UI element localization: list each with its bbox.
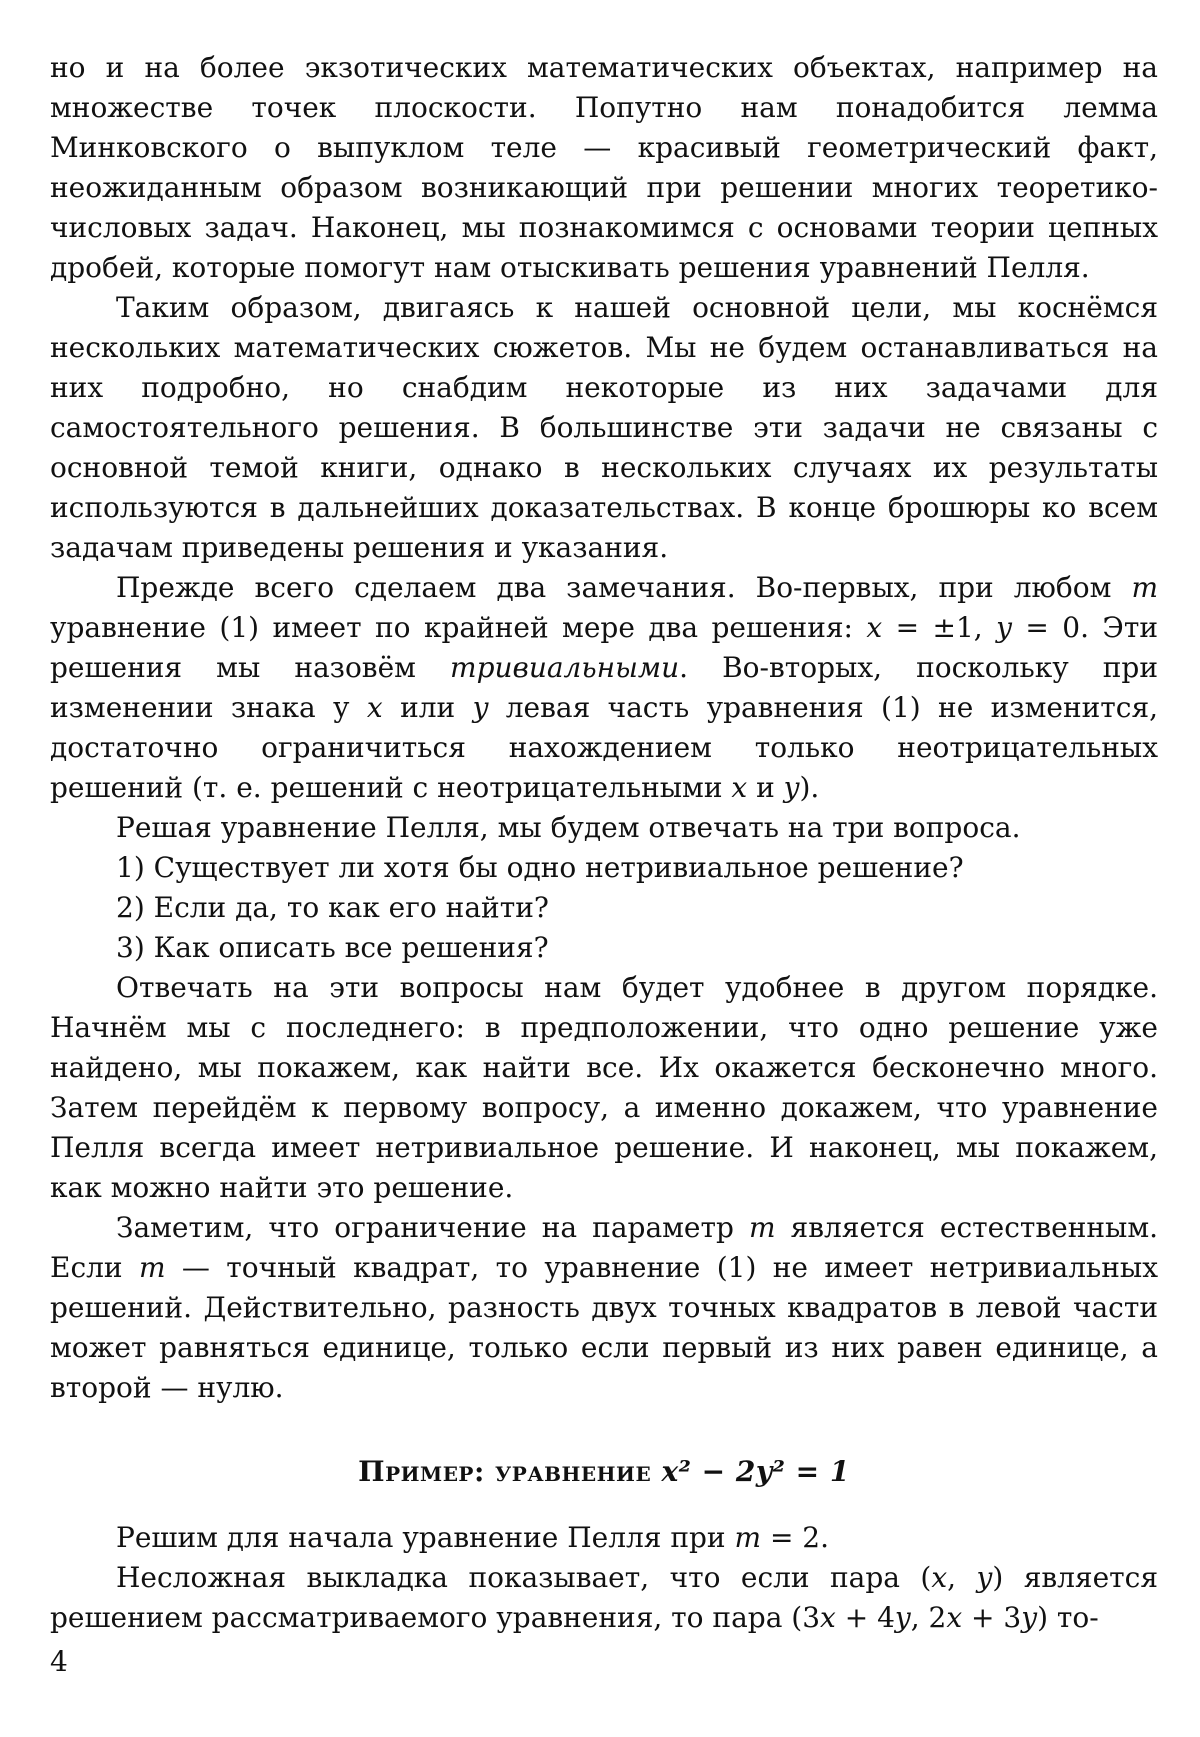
intro-paragraphs <box>50 48 1158 848</box>
discussion-paragraphs <box>50 968 1158 1408</box>
question-item: 1) Существует ли хотя бы одно нетривиальное решение? <box>116 851 964 884</box>
math-fragment: y <box>472 691 489 724</box>
page-body <box>50 48 1158 1638</box>
math-fragment: m <box>1131 571 1158 604</box>
math-fragment: x <box>866 611 883 644</box>
paragraph-p3 <box>50 568 1158 808</box>
math-fragment: y <box>1021 1601 1038 1634</box>
paragraph-p6 <box>50 1208 1158 1408</box>
text-fragment: ). <box>799 771 820 804</box>
text-fragment: является естественным. Если <box>50 1211 1158 1284</box>
section-heading-label: Пример: уравнение <box>358 1455 662 1488</box>
page-number: 4 <box>50 1645 68 1678</box>
math-fragment: x <box>366 691 383 724</box>
example-paragraphs <box>50 1518 1158 1638</box>
text-fragment: Решим для начала уравнение Пелля при <box>116 1521 735 1554</box>
math-fragment: m <box>734 1521 762 1554</box>
math-fragment: y <box>996 611 1012 644</box>
text-fragment: левая часть уравнения (1) не изменится, достаточно ограничиться нахождением только неотрицательных решений (т. е. решений с неотрицательными <box>50 691 1159 804</box>
text-fragment: = ±1, <box>882 611 997 644</box>
text-fragment: + 3 <box>962 1601 1022 1634</box>
paragraph-p4 <box>50 808 1158 848</box>
math-fragment: x <box>931 1561 948 1594</box>
math-fragment: y <box>976 1561 993 1594</box>
text-fragment: Несложная выкладка показывает, что если пара ( <box>116 1561 932 1594</box>
text-fragment: , 2 <box>910 1601 947 1634</box>
math-fragment: y <box>783 771 800 804</box>
math-fragment: m <box>138 1251 166 1284</box>
math-fragment: x <box>820 1601 836 1634</box>
paragraph-p1 <box>50 48 1158 288</box>
text-fragment: ) то- <box>1037 1601 1099 1634</box>
text-fragment: Отвечать на эти вопросы нам будет удобнее в другом порядке. Начнём мы с последнего: в предположении, что одно решение уже найдено, мы покажем, как найти все. Их окажется бесконечно много. Затем перейдём к первому вопросу, а именно докажем, что уравнение Пелля всегда имеет нетривиальное решение. И наконец, мы покажем, как можно найти это решение. <box>50 971 1158 1204</box>
question-item: 3) Как описать все решения? <box>116 931 549 964</box>
paragraph-p2 <box>50 288 1158 568</box>
paragraph-p5 <box>50 968 1158 1208</box>
question-list <box>50 848 1158 968</box>
text-fragment: , <box>947 1561 977 1594</box>
math-fragment: m <box>748 1211 776 1244</box>
text-fragment: уравнение (1) имеет по крайней мере два решения: <box>50 611 867 644</box>
text-fragment: = 0. Эти решения мы назовём <box>50 611 1159 684</box>
text-fragment: Заметим, что ограничение на параметр <box>116 1211 749 1244</box>
math-fragment: x <box>731 771 748 804</box>
paragraph-p7 <box>50 1518 1158 1558</box>
math-fragment: x <box>946 1601 963 1634</box>
section-heading-formula: x² − 2y² = 1 <box>661 1455 850 1488</box>
math-fragment: тривиальными <box>450 651 680 684</box>
question-item: 2) Если да, то как его найти? <box>116 891 549 924</box>
text-fragment: — точный квадрат, то уравнение (1) не имеет нетривиальных решений. Действительно, разность двух точных квадратов в левой части может равняться единице, только если первый из них равен единице, а второй — нулю. <box>50 1251 1158 1404</box>
text-fragment: Таким образом, двигаясь к нашей основной цели, мы коснёмся нескольких математических сюжетов. Мы не будем останавливаться на них подробно, но снабдим некоторые из них задачами для самостоятельного решения. В большинстве эти задачи не связаны с основной темой книги, однако в нескольких случаях их результаты используются в дальнейших доказательствах. В конце брошюры ко всем задачам приведены решения и указания. <box>50 291 1158 564</box>
text-fragment: + 4 <box>835 1601 895 1634</box>
text-fragment: Прежде всего сделаем два замечания. Во-первых, при любом <box>116 571 1132 604</box>
text-fragment: или <box>382 691 473 724</box>
text-fragment: . Во-вторых, поскольку при изменении знака у <box>50 651 1158 724</box>
text-fragment: ) является решением рассматриваемого уравнения, то пара (3 <box>50 1561 1158 1634</box>
text-fragment: = 2. <box>761 1521 830 1554</box>
text-fragment: и <box>747 771 784 804</box>
math-fragment: y <box>894 1601 911 1634</box>
paragraph-p8 <box>50 1558 1158 1638</box>
text-fragment: Решая уравнение Пелля, мы будем отвечать на три вопроса. <box>116 811 1021 844</box>
text-fragment: но и на более экзотических математических объектах, например на множестве точек плоскости. Попутно нам понадобится лемма Минковского о выпуклом теле — красивый геометрический факт, неожиданным образом возникающий при решении многих теоретико-числовых задач. Наконец, мы познакомимся с основами теории цепных дробей, которые помогут нам отыскивать решения уравнений Пелля. <box>50 51 1158 284</box>
section-heading <box>50 1452 1158 1492</box>
